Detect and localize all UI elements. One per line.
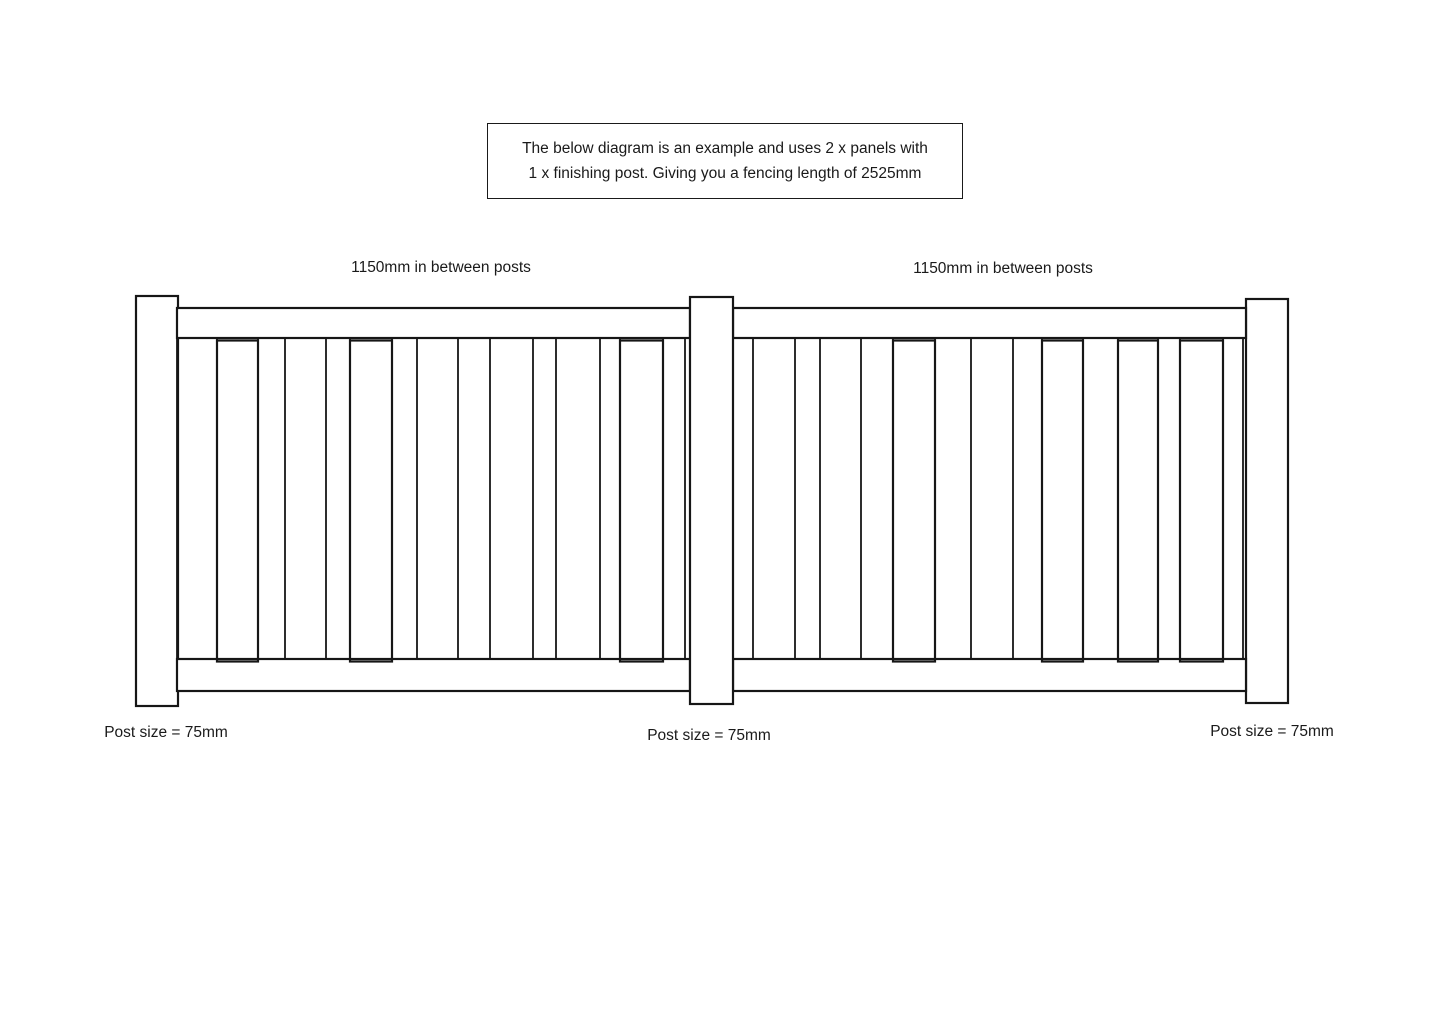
post-size-label-middle: Post size = 75mm [647,727,771,744]
panel-2-top-rail [733,308,1246,338]
panel-2-front-pale [1042,341,1083,662]
left-post [136,296,178,706]
middle-post [690,297,733,704]
panel-2-front-pale [1118,341,1158,662]
right-post [1246,299,1288,703]
note-line-1: The below diagram is an example and uses 2 x panels with [522,139,928,157]
panel-1-top-rail [177,308,690,338]
panel-2-bottom-rail [733,659,1246,691]
post-size-label-right: Post size = 75mm [1210,723,1334,740]
panel-2-front-pale [893,341,935,662]
note-box [487,123,963,199]
note-line-2: 1 x finishing post. Giving you a fencing length of 2525mm [528,165,922,182]
panel-1-front-pale [350,341,392,662]
post-size-label-left: Post size = 75mm [104,724,228,741]
panel-1-bottom-rail [177,659,690,691]
panel-1-front-pale [620,341,663,662]
panel-1-front-pale [217,341,258,662]
panel-2-front-pale [1180,341,1223,662]
panel-span-label-left: 1150mm in between posts [351,259,531,276]
panel-span-label-right: 1150mm in between posts [913,260,1093,277]
